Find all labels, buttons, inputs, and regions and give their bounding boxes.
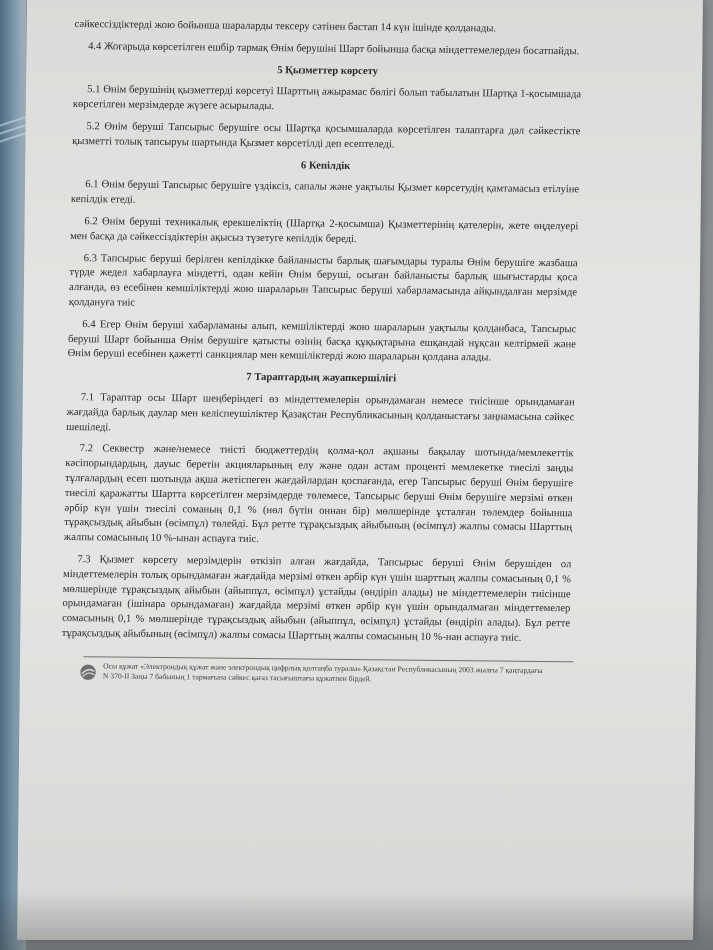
document-page (17, 0, 703, 940)
section-heading-5: 5 Қызметтер көрсету (277, 64, 379, 77)
paragraph-5-1: 5.1 Өнім берушінің қызметтерді көрсетуі Шарттың ажырамас бөлігі болып табылатын Шартқа 1-қосымшада көрсетілген мерзімдерде жүзеге асырылады. (72, 84, 582, 113)
paragraph-6-2: 6.2 Өнім беруші техникалық ерекшеліктің (Шартқа 2-қосымша) Қызметтерінің қателерін, жете өңделуері мен басқа да сәйкессіздіктерін ақысыз түзетуге кепілдік береді. (70, 216, 579, 245)
paragraph-6-4: 6.4 Егер Өнім беруші хабарламаны алып, кемшіліктерді жою шараларын уақтылы қолданбаса, Тапсырыс беруші Шарт бойынша Өнім берушіге қатысты өзінің басқа құқықтарына ешқандай нұқсан келтірмей және Өнім беруші есебінен қажетті санкциялар мен кемшіліктерді жою шараларын қолдана алады. (67, 318, 577, 364)
section-heading-6: 6 Кепілдік (300, 159, 351, 172)
footer-note (79, 661, 569, 686)
footer-legal-text: Осы құжат «Электрондық құжат және электрондық цифрлық қолтаңба туралы» Қазақстан Республикасының 2003 жылғы 7 қаңтардағы N 370-II Заңы 7 бабының 1 тармағына сәйкес қағаз тасығыштағы құжатпен бірдей. (102, 661, 543, 683)
section-heading-7: 7 Тараптардың жауапкершілігі (246, 371, 397, 385)
paragraph-4-4: 4.4 Жоғарыда көрсетілген ешбір тармақ Өнім берушіні Шарт бойынша басқа міндеттемелерден босатпайды. (88, 40, 580, 58)
seal-emblem-icon (79, 663, 97, 681)
paragraph-6-3: 6.3 Тапсырыс беруші берілген кепілдікке байланысты барлық шағымдары туралы Өнім берушіге жазбаша түрде жедел хабарлауға міндетті, одан кейін Өнім беруші, осыған байланысты барлық шығыстарды қоса алғанда, өз есебінен кемшіліктерді жою шараларын Тапсырыс беруші хабарламасында айқындалған мерзімде қолдануға тиіс (68, 252, 578, 309)
document-content (61, 18, 583, 686)
paragraph-5-2: 5.2 Өнім беруші Тапсырыс берушіге осы Шартқа қосымшаларда көрсетілген талаптарға дәл сәйкестікте қызметті толық тапсыруы шартында Қызмет көрсетілді деп есептеледі. (72, 121, 581, 151)
bottom-shadow (0, 890, 713, 950)
paragraph-7-3: 7.3 Қызмет көрсету мерзімдерін өткізіп алған жағдайда, Тапсырыс беруші Өнім берушіден ол міндеттемелерін толық орындамаған жағдайда мерзімі өткен әрбір күн үшін шарттың жалпы сомасының 0,1 % мөлшерінде тұрақсыздық айыбын (айыппұл, өсімпұл) ұстайды (өндіріп алады) не міндеттемелерін тиісінше орындамаған (ішінара орындамаған) жағдайда мерзімі өткен әрбір күн үшін орындалмаған міндеттемелер сомасының 0,1 % мөлшерінде тұрақсыздық айыбын (айыппұл, өсімпұл) ұстайды (өндіріп алады). Бұл ретте тұрақсыздық айыбының (өсімпұл) жалпы сомасы Шарттың жалпы сомасының 10 %-нан аспауға тиіс. (61, 554, 572, 644)
paragraph-7-2: 7.2 Секвестр және/немесе тиісті бюджеттердің қолма-қол ақшаны бақылау шотында/мемлекеттік кәсіпорындардың, дауыс беретін акцияларының елу және одан астам проценті мемлекетке тиесілі заңды тұлғалардың есеп шотында ақша жетіспеген жағдайлардан қоспағанда, егер Тапсырыс беруші Өнім берушіге тиесілі қаражатты Шартта көрсетілген мерзімдерде төлемесе, Тапсырыс беруші Өнім берушіге мерзімі өткен әрбір күн үшін тиесілі соманың 0,1 % (нөл бүтін оннан бір) мөлшерінде ұсталған төлемдер бойынша тұрақсыздық айыбын (өсімпұл) төлейді. Бұл ретте тұрақсыздық айыбының (өсімпұл) жалпы сомасы Шарттың жалпы сомасының 10 %-ынан аспауға тиіс. (63, 443, 574, 546)
paragraph-7-1: 7.1 Тараптар осы Шарт шеңберіндегі өз міндеттемелерін орындамаған немесе тиісінше орындамаған жағдайда барлық даулар мен келіспеушіліктер Қазақстан Республикасының қолданыстағы заңнамасына сәйкес шешіледі. (66, 392, 575, 433)
paragraph-continuation: сәйкессіздіктерді жою бойынша шараларды тексеру сәтінен бастап 14 күн ішінде қолданады. (74, 18, 497, 35)
paragraph-6-1: 6.1 Өнім беруші Тапсырыс берушіге үздіксіз, сапалы және уақтылы Қызмет көрсетудің қамтамасыз етілуіне кепілдік етеді. (70, 179, 580, 206)
